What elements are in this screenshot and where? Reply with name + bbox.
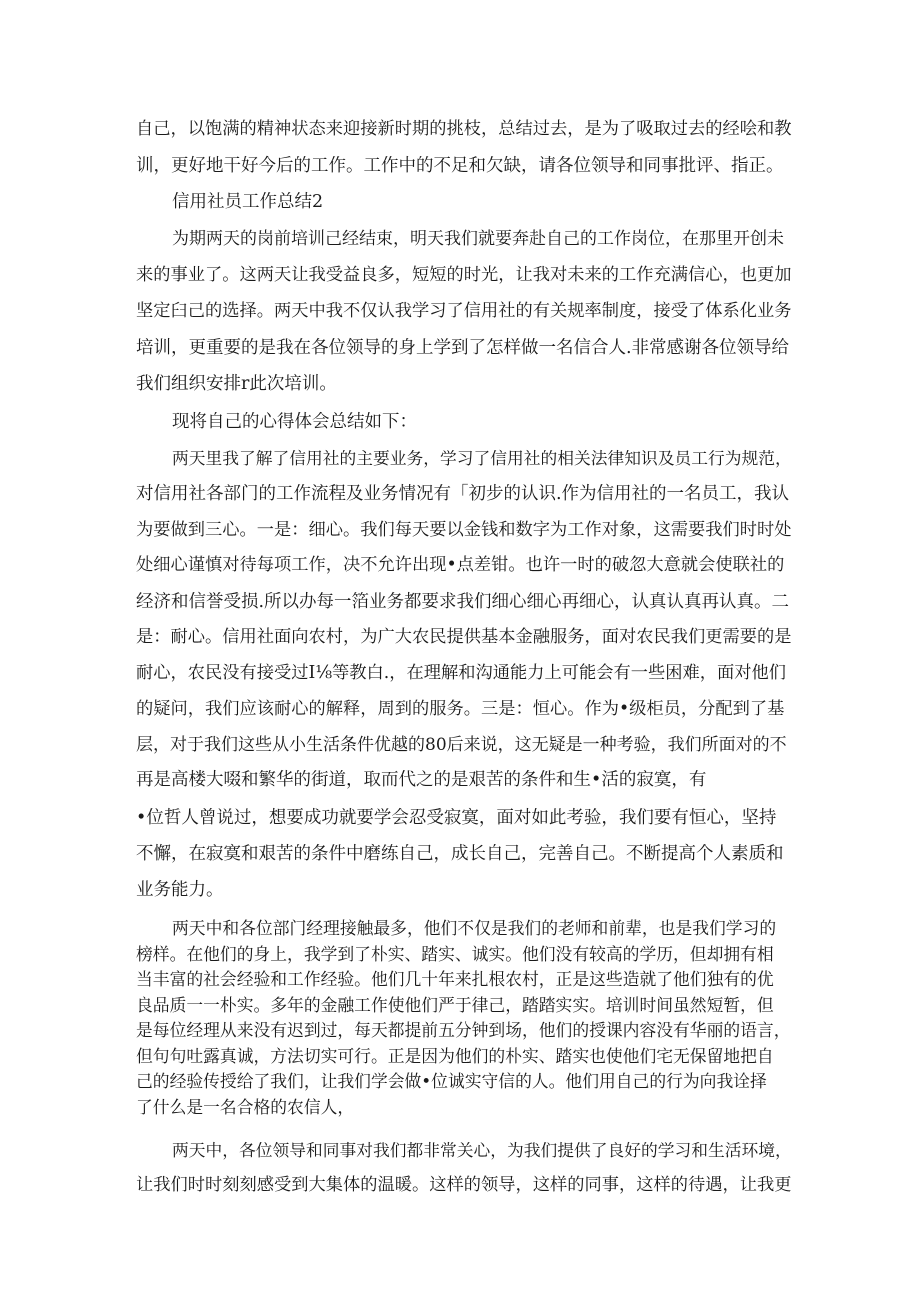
text-line: 两天中和各位部门经理接触最多，他们不仅是我们的老师和前辈，也是我们学习的: [172, 918, 777, 938]
text-line: •位哲人曾说过，想要成功就要学会忍受寂寞，面对如此考验，我们要有恒心，坚持: [136, 808, 777, 828]
text-line: 来的事业了。这两天让我受益良多，短短的时光，让我对未来的工作充满信心，也更加: [136, 265, 792, 285]
text-line: 当丰富的社会经验和工作经验。他们几十年来扎根农村，正是这些造就了他们独有的优: [136, 969, 774, 989]
text-line: 处细心谨慎对待每项工作，决不允许出现•点差钳。也许一时的破忽大意就会使联社的: [136, 555, 785, 575]
text-line: 两天里我了解了信用社的主要业务，学习了信用社的相关法律知识及员工行为规范，: [172, 448, 792, 468]
text-line: 坚定臼己的选择。两天中我不仅认我学习了信用社的有关规率制度，接受了体系化业务: [136, 301, 792, 321]
text-line: 对信用社各部门的工作流程及业务情况有「初步的认识.作为信用社的一名员工，我认: [136, 484, 790, 504]
text-line: 是：耐心。信用社面向农村，为广大农民提供基本金融服务，面对农民我们更需要的是: [136, 627, 792, 647]
text-line: 自己，以饱满的精神状态来迎接新时期的挑枝，总结过去，是为了吸取过去的经哙和教: [136, 119, 792, 139]
text-line: 耐心，农民没有接受过I⅛等教白.，在理解和沟通能力上可能会有一些困难，面对他们: [136, 663, 787, 683]
text-line: 业务能力。: [136, 880, 224, 900]
text-line: 为要做到三心。一是：细心。我们每天要以金钱和数字为工作对象，这需要我们时时处: [136, 520, 792, 540]
text-line: 再是高楼大啜和繁华的街道，取而代之的是艰苦的条件和生•活的寂寞，有: [136, 770, 707, 790]
text-line: 现将自己的心得体会总结如下：: [172, 412, 417, 432]
text-line: 让我们时时刻刻感受到大集体的温暖。这样的领导，这样的同事，这样的待遇，让我更: [136, 1175, 792, 1195]
text-line: 是每位经理从来没有迟到过，每天都提前五分钟到场，他们的授课内容没有华丽的语言，: [136, 1020, 791, 1040]
text-line: 了什么是一名合格的农信人，: [136, 1097, 355, 1117]
section-heading: 信用社员工作总结2: [172, 192, 324, 212]
text-line: 培训，更重要的是我在各位领导的身上学到了怎样做一名信合人.非常感谢各位领导给: [136, 338, 790, 358]
text-line: 良品质一一朴实。多年的金融工作使他们严于律己，踏踏实实。培训时间虽然短暂，但: [136, 995, 774, 1015]
text-line: 榜样。在他们的身上，我学到了朴实、踏实、诚实。他们没有较高的学历，但却拥有相: [136, 944, 774, 964]
text-line: 但句句吐露真诚，方法切实可行。正是因为他们的朴实、踏实也使他们宅无保留地把自: [136, 1046, 774, 1066]
text-line: 的疑问，我们应该耐心的解释，周到的服务。三是：恒心。作为•级柜员，分配到了基: [136, 699, 785, 719]
text-line: 两天中，各位领导和同事对我们都非常关心，为我们提供了良好的学习和生活环境，: [172, 1140, 792, 1160]
text-line: 训，更好地干好今后的工作。工作中的不足和欠缺，请各位领导和同事批评、指正。: [136, 156, 784, 176]
text-line: 经济和信誉受损.所以办每一箔业务都要求我们细心细心再细心，认真认真再认真。二: [136, 592, 790, 612]
text-line: 为期两天的岗前培训己经结束，明天我们就要奔赴自己的工作岗位，在那里开创未: [172, 229, 784, 249]
text-line: 我们组织安排r此次培训。: [136, 374, 337, 394]
text-line: 己的经验传授给了我们，让我们学会做•位诚实守信的人。他们用自己的行为向我诠择: [136, 1071, 767, 1091]
text-line: 不懈，在寂寞和艰苦的条件中磨练自己，成长自己，完善自己。不断提高个人素质和: [136, 844, 784, 864]
text-line: 层，对于我们这些从小生活条件优越的80后来说，这无疑是一种考验，我们所面对的不: [136, 735, 787, 755]
